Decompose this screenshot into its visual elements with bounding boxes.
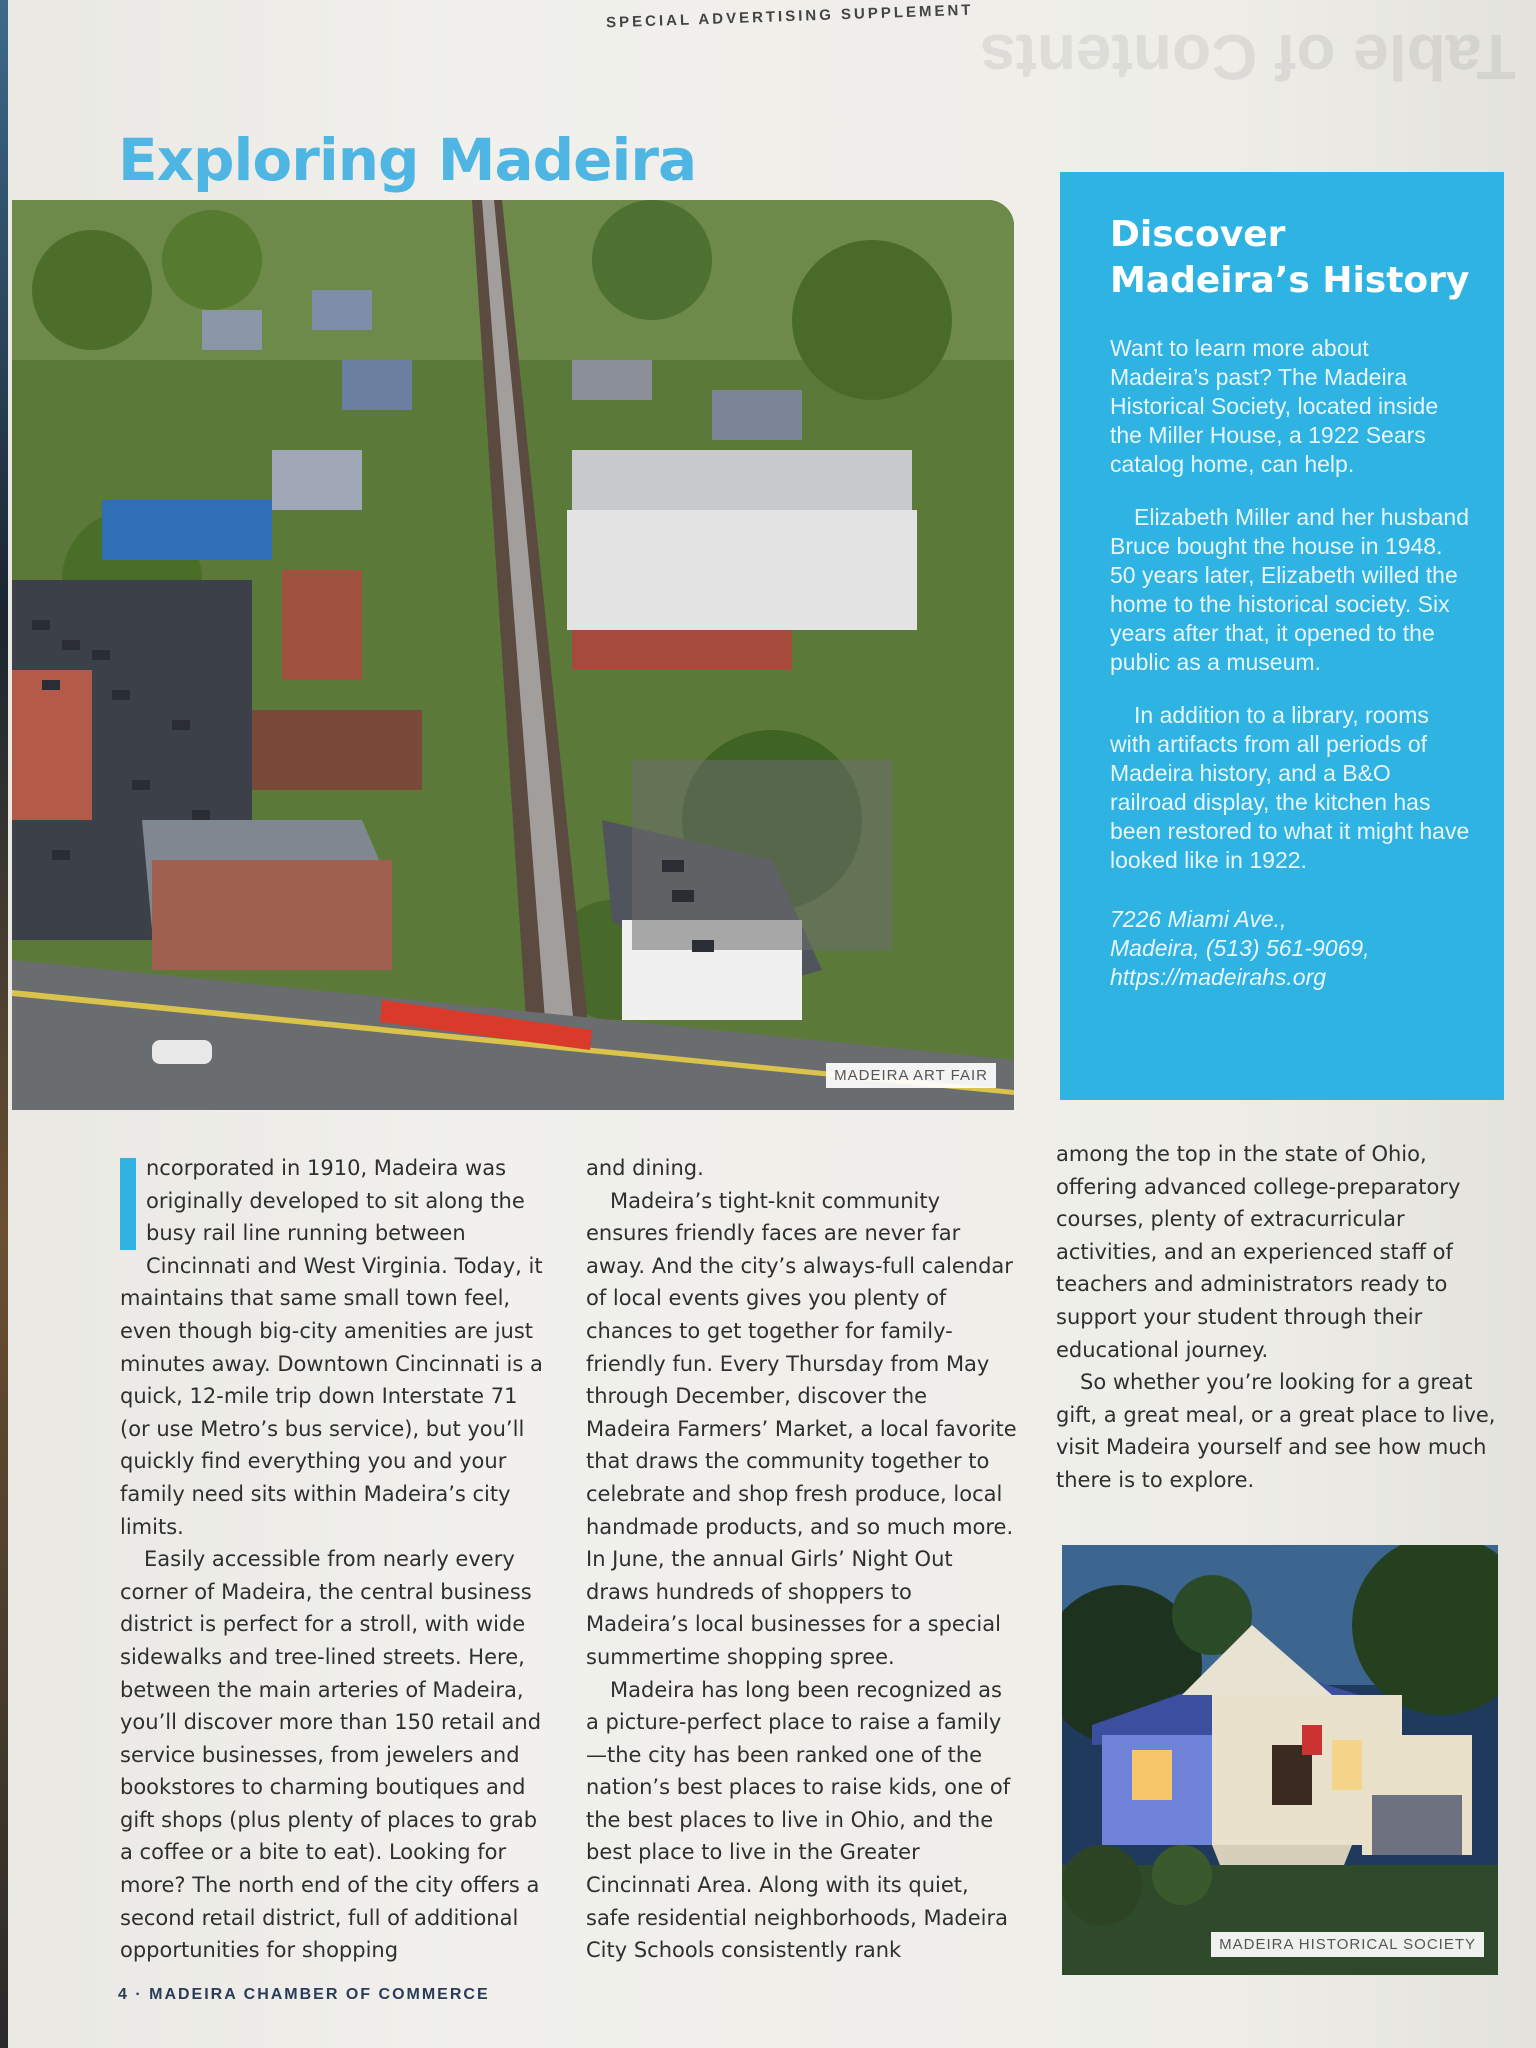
magazine-page [8, 0, 1536, 2048]
aerial-photo-illustration [12, 200, 1014, 1110]
sidebar-paragraph: Want to learn more about Madeira’s past? The Madeira Historical Society, located inside the Miller House, a 1922 Sears catalog home, can help. [1110, 335, 1439, 477]
sidebar-contact [1110, 905, 1472, 992]
house-illustration [1062, 1545, 1498, 1975]
website-link[interactable]: https://madeirahs.org [1110, 964, 1327, 990]
photo-caption: MADEIRA HISTORICAL SOCIETY [1211, 1932, 1484, 1957]
address-street: 7226 Miami Ave., [1110, 906, 1287, 932]
page-folio: 4 · MADEIRA CHAMBER OF COMMERCE [118, 1986, 490, 2003]
supplement-tag: SPECIAL ADVERTISING SUPPLEMENT [605, 1, 974, 32]
address-city-phone: Madeira, (513) 561-9069, [1110, 935, 1370, 961]
body-paragraph: ncorporated in 1910, Madeira was originally developed to sit along the busy rail line running between Cincinnati and West Virginia. Today, it maintains that same small town feel, even though big-city amenities are just minutes away. Downtown Cincinnati is a quick, 12-mile trip down Interstate 71 (or use Metro’s bus service), but you’ll quickly find everything you and your family need sits within Madeira’s city limits. [120, 1156, 543, 1539]
body-paragraph: and dining. [586, 1156, 704, 1180]
body-paragraph: Easily accessible from nearly every corner of Madeira, the central business district is perfect for a stroll, with wide sidewalks and tree-lined streets. Here, between the main arteries of Madeira, you’ll discover more than 150 retail and service businesses, from jewelers and bookstores to charming boutiques and gift shops (plus plenty of places to grab a coffee or a bite to eat). Looking for more? The north end of the city offers a second retail district, full of additional opportunities for shopping [120, 1547, 542, 1963]
body-paragraph: So whether you’re looking for a great gift, a great meal, or a great place to live, visit Madeira yourself and see how much there is to explore. [1056, 1370, 1496, 1492]
page-edge [0, 0, 8, 2048]
bleed-through-text: Table of Contents [980, 21, 1516, 93]
article-title: Exploring Madeira [118, 126, 697, 194]
sidebar-paragraph: In addition to a library, rooms with artifacts from all periods of Madeira history, and a B&O railroad display, the kitchen has been restored to what it might have looked like in 1922. [1110, 702, 1470, 873]
historical-house-photo [1062, 1545, 1498, 1975]
photo-caption: MADEIRA ART FAIR [826, 1063, 996, 1088]
article-column-2 [586, 1152, 1018, 1967]
drop-cap-bar [120, 1158, 136, 1250]
body-paragraph: Madeira’s tight-knit community ensures friendly faces are never far away. And the city’s always-full calendar of local events gives you plenty of chances to get together for family-friendly fun. Every Thursday from May through December, discover the Madeira Farmers’ Market, a local favorite that draws the community together to celebrate and shop fresh produce, local handmade products, and so much more. In June, the annual Girls’ Night Out draws hundreds of shoppers to Madeira’s local businesses for a special summertime shopping spree. [586, 1188, 1017, 1669]
sidebar-title: Discover Madeira’s History [1110, 214, 1470, 301]
body-paragraph: Madeira has long been recognized as a picture-perfect place to raise a family—the city has been ranked one of the nation’s best places to raise kids, one of the best places to live in Ohio, and the best place to live in the Greater Cincinnati Area. Along with its quiet, safe residential neighborhoods, Madeira City Schools consistently rank [586, 1677, 1011, 1963]
article-column-1 [120, 1152, 550, 1967]
history-sidebar [1060, 172, 1504, 1100]
aerial-photo [12, 200, 1014, 1110]
body-paragraph: among the top in the state of Ohio, offering advanced college-preparatory courses, plenty of extracurricular activities, and an experienced staff of teachers and administrators ready to support your student through their educational journey. [1056, 1142, 1461, 1362]
sidebar-paragraph: Elizabeth Miller and her husband Bruce bought the house in 1948. 50 years later, Elizabeth willed the home to the historical society. Six years after that, it opened to the public as a museum. [1110, 504, 1469, 675]
article-column-3 [1056, 1138, 1502, 1497]
